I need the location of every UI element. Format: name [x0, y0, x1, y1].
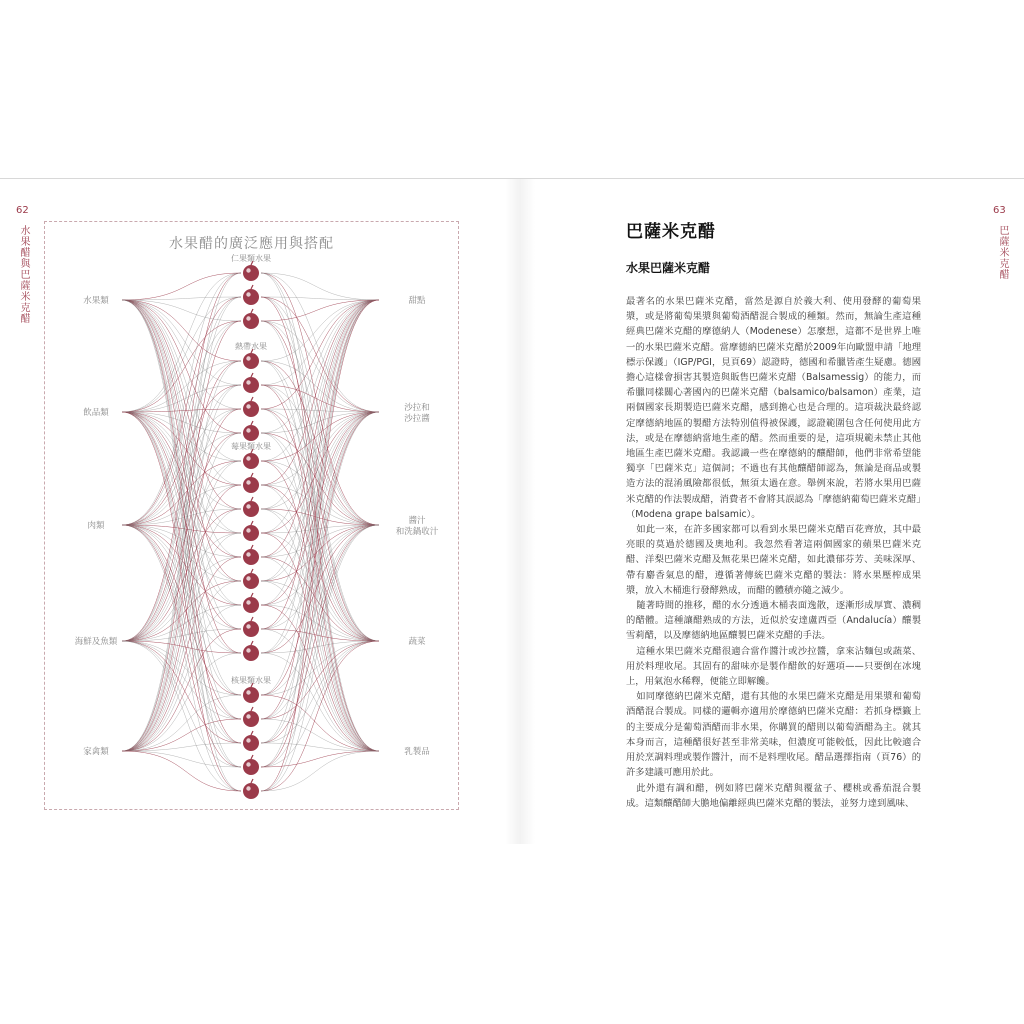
gutter-shadow [505, 179, 535, 844]
connection-line [261, 297, 379, 412]
right-category-label: 醬汁和洗鍋收汁 [395, 516, 439, 537]
connection-line [122, 751, 241, 791]
left-category-label: 飲品類 [83, 408, 109, 418]
fruit-icon-highlight [246, 738, 250, 742]
fruit-icon [243, 621, 259, 637]
connection-line [261, 300, 379, 653]
fruit-icon [243, 353, 259, 369]
right-category-label: 沙拉和沙拉醬 [404, 403, 430, 424]
fruit-icon [243, 453, 259, 469]
fruit-icon-highlight [246, 624, 250, 628]
fruit-icon-stem [251, 309, 253, 313]
fruit-icon-highlight [246, 648, 250, 652]
right-category-label: 甜點 [408, 296, 426, 306]
fruit-icon [243, 265, 259, 281]
fruit-icon [243, 645, 259, 661]
fruit-icon-highlight [246, 292, 250, 296]
connection-line [122, 321, 241, 751]
paragraph: 此外還有調和醋，例如將巴薩米克醋與覆盆子、櫻桃或番茄混合製成。這類釀醋師大膽地偏離經典巴薩米克醋的製法，並努力達到風味、 [626, 782, 921, 809]
fruit-icon [243, 759, 259, 775]
fruit-group-label: 核果類水果 [231, 676, 271, 685]
connection-line [122, 300, 241, 485]
right-running-header: 巴薩米克醋 [997, 225, 1008, 280]
connection-line [122, 385, 241, 751]
fruit-icon-stem [251, 521, 253, 525]
connection-line [122, 412, 241, 767]
fruit-icon [243, 401, 259, 417]
fruit-icon-highlight [246, 552, 250, 556]
fruit-icon [243, 313, 259, 329]
fruit-icon [243, 549, 259, 565]
right-category-label: 乳製品 [404, 747, 430, 757]
connection-line [261, 557, 379, 751]
chart-title: 水果醋的廣泛應用與搭配 [169, 236, 334, 252]
fruit-icon [243, 525, 259, 541]
connection-line [122, 300, 241, 653]
connection-line [261, 300, 379, 509]
fruit-icon-highlight [246, 428, 250, 432]
left-running-header: 水果醋與巴薩米克醋 [18, 225, 29, 324]
fruit-icon-stem [251, 373, 253, 377]
fruit-icon [243, 377, 259, 393]
fruit-icon-stem [251, 421, 253, 425]
fruit-icon-stem [251, 641, 253, 645]
connection-line [122, 412, 241, 791]
connection-line [261, 321, 379, 751]
fruit-icon-stem [251, 473, 253, 477]
fruit-icon [243, 687, 259, 703]
fruit-icon-highlight [246, 786, 250, 790]
fruit-icon-stem [251, 545, 253, 549]
article-title: 巴薩米克醋 [626, 222, 716, 242]
fruit-icon-stem [251, 497, 253, 501]
fruit-icon-highlight [246, 380, 250, 384]
paragraph: 如同摩德納巴薩米克醋，還有其他的水果巴薩米克醋是用果漿和葡萄酒醋混合製成。同樣的邏輯亦適用於摩德納巴薩米克醋：若抓身標籤上的主要成分是葡萄酒醋而非水果，你購買的醋則以葡萄酒醋為主。就其本身而言，這種醋很好甚至非常美味，但濃度可能較低，因此比較適合用於烹調料理或製作醬汁，而不是料理收尾。醋品選擇指南（頁76）的許多建議可應用於此。 [626, 691, 921, 779]
fruit-icon-highlight [246, 600, 250, 604]
fruit-icon-highlight [246, 576, 250, 580]
connection-line [261, 751, 379, 791]
connection-line [261, 751, 379, 767]
fruit-icon-highlight [246, 690, 250, 694]
fruit-icon-stem [251, 707, 253, 711]
fruit-group-label: 仁果類水果 [231, 254, 271, 263]
left-category-label: 肉類 [87, 521, 105, 531]
connection-line [122, 361, 241, 412]
fruit-icon-stem [251, 593, 253, 597]
fruit-icon-stem [251, 569, 253, 573]
fruit-icon-highlight [246, 404, 250, 408]
fruit-icon-stem [251, 779, 253, 783]
fruit-icon-highlight [246, 480, 250, 484]
fruit-icon [243, 501, 259, 517]
connection-line [261, 412, 379, 743]
right-page-number: 63 [993, 205, 1006, 216]
fruit-icon [243, 477, 259, 493]
fruit-icon-highlight [246, 714, 250, 718]
connection-line [122, 297, 241, 412]
paragraph: 這種水果巴薩米克醋很適合當作醬汁或沙拉醬，拿來沾麵包或蔬菜、用於料理收尾。其固有的甜味亦是製作醋飲的好選項——只要倒在冰塊上，用氣泡水稀釋，便能立即解饞。 [626, 645, 921, 688]
fruit-icon [243, 711, 259, 727]
connection-line [122, 412, 241, 533]
left-page-number: 62 [16, 205, 29, 216]
fruit-icon [243, 289, 259, 305]
paragraph: 如此一來，在許多國家都可以看到水果巴薩米克醋百花齊放，其中最亮眼的莫過於德國及奧地利。我忽然看著這兩個國家的蘋果巴薩米克醋、洋梨巴薩米克醋及無花果巴薩米克醋，如此濃郁芬芳、美味深厚、帶有麝香氣息的醋，遵循著傳統巴薩米克醋的製法：將水果壓榨成果漿，放入木桶進行發酵熟成，而醋的體積亦隨之減少。 [626, 524, 921, 596]
fruit-icon [243, 573, 259, 589]
fruit-icon [243, 735, 259, 751]
fruit-group-label: 熱帶水果 [235, 342, 267, 351]
fruit-icon [243, 425, 259, 441]
connection-line [122, 412, 241, 743]
connection-line [122, 751, 241, 767]
fruit-icon-stem [251, 617, 253, 621]
fruit-icon-highlight [246, 356, 250, 360]
fruit-vinegar-diagram [44, 221, 459, 810]
fruit-icon-stem [251, 755, 253, 759]
connection-line [261, 300, 379, 485]
fruit-icon-highlight [246, 528, 250, 532]
connection-line [122, 300, 241, 409]
connection-line [261, 385, 379, 751]
fruit-icon-highlight [246, 456, 250, 460]
fruit-icon-highlight [246, 268, 250, 272]
article-body [626, 294, 921, 811]
fruit-group-label: 莓果類水果 [231, 442, 271, 451]
fruit-icon-highlight [246, 762, 250, 766]
fruit-icon-highlight [246, 504, 250, 508]
fruit-icon [243, 783, 259, 799]
connection-line [261, 300, 379, 409]
fruit-icon-stem [251, 397, 253, 401]
fruit-icon [243, 597, 259, 613]
paragraph: 最著名的水果巴薩米克醋，當然是源自於義大利、使用發酵的葡萄果漿，或是將葡萄果漿與葡萄酒醋混合製成的種類。然而，無論生產這種經典巴薩米克醋的摩德納人（Modenese）怎麼想，這都不是世界上唯一的水果巴薩米克醋。當摩德納巴薩米克醋於2009年向歐盟申請「地理標示保護」（IGP/PGI，見頁69）認證時，德國和希臘皆產生疑慮。德國擔心這樣會損害其製造與販售巴薩米克醋（Balsamessig）的能力，而希臘同樣關心著國內的巴薩米克醋（balsamico/balsamon）產業，這兩個國家長期製造巴薩米克醋，感到擔心也是合理的。這項裁決最終認定摩德納地區的製醋方法特別值得被保護，認證範圍包含任何使用此方法，或是在摩德納當地生產的醋。然而重要的是，這項規範未禁止其他地區生產巴薩米克醋。我認識一些在摩德納的釀醋師，他們非常希望能獨享「巴薩米克」這個詞；不過也有其他釀醋師認為，無論是商品或製造方法的混淆風險都很低，無須太過在意。舉例來說，若將水果用巴薩米克醋的作法製成醋，消費者不會將其誤認為「摩德納葡萄巴薩米克醋」（Modena grape balsamic）。 [626, 296, 921, 520]
right-category-label: 蔬菜 [408, 637, 426, 647]
fruit-icon-highlight [246, 316, 250, 320]
fruit-icon-stem [251, 285, 253, 289]
left-category-label: 家禽類 [83, 747, 109, 757]
connection-line [122, 300, 241, 509]
connection-line [122, 557, 241, 751]
connection-line [261, 273, 379, 412]
left-category-label: 水果類 [83, 296, 109, 306]
left-category-label: 海鮮及魚類 [74, 637, 118, 647]
fruit-icon-stem [251, 731, 253, 735]
paragraph: 隨著時間的推移，醋的水分透過木桶表面逸散，逐漸形成厚實、濃稠的醋體。這種讓醋熟成的方法，近似於安達盧西亞（Andalucía）釀製雪莉醋，以及摩德納地區釀製巴薩米克醋的手法。 [626, 600, 921, 642]
article-subtitle: 水果巴薩米克醋 [626, 261, 711, 275]
